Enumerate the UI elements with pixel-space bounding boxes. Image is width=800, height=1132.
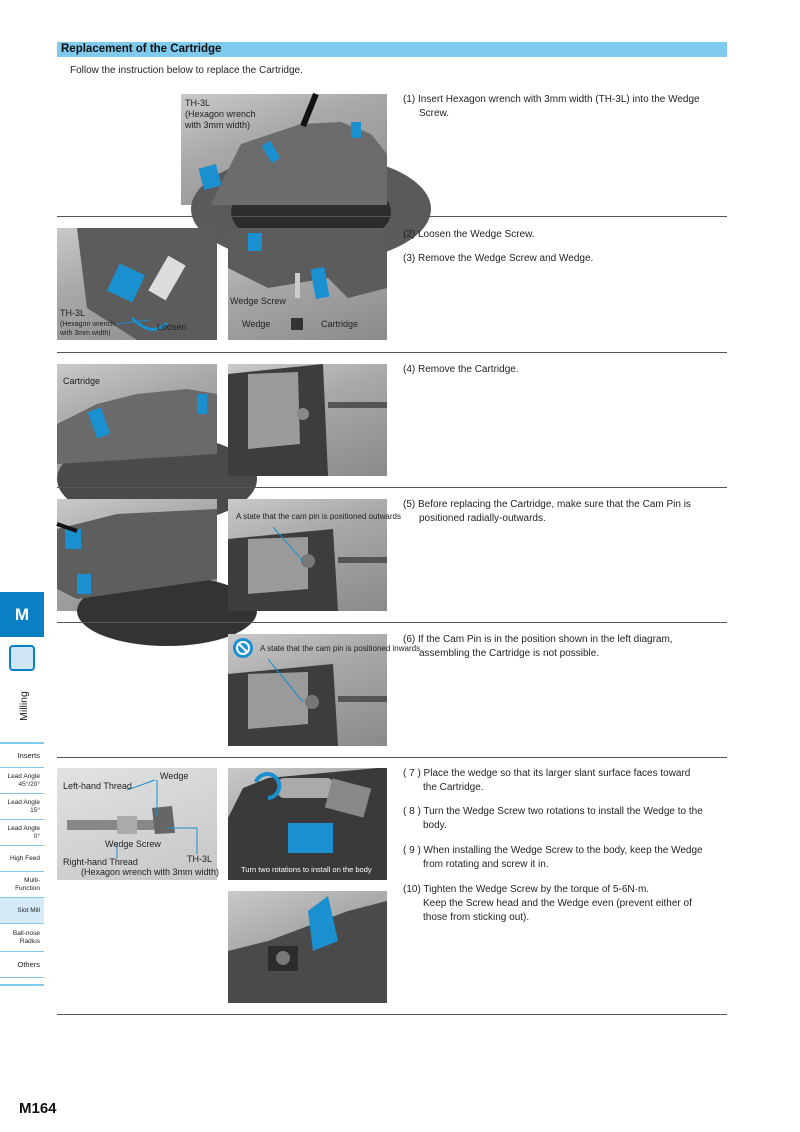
- step-5: [403, 498, 691, 526]
- label-loosen: Loosen: [157, 322, 187, 332]
- photo-cutter-body: [57, 499, 217, 611]
- label-cam-in: A state that the cam pin is positioned inwards: [260, 644, 421, 653]
- photo-cam-in: [228, 634, 421, 746]
- step-8-line-1: ( 8 ) Turn the Wedge Screw two rotations to install the Wedge to the: [403, 806, 703, 817]
- label-th3l-c: TH-3L: [187, 854, 213, 864]
- label-th3l-b: TH-3L: [60, 308, 86, 318]
- photo-installed-wedge: [228, 891, 387, 1003]
- step-6: [403, 633, 673, 661]
- label-left-hand-thread: Left-hand Thread: [63, 781, 132, 791]
- step-1: [403, 93, 700, 121]
- step-10: [403, 883, 692, 925]
- step-1-line-1: (1) Insert Hexagon wrench with 3mm width (TH-3L) into the Wedge: [403, 94, 700, 105]
- sidebar-item-lead-angle-45[interactable]: [0, 768, 44, 794]
- photo-remove-cartridge: [57, 364, 217, 476]
- step-8-line-2: body.: [423, 820, 447, 831]
- sidebar-item-label: Slot Mill: [17, 906, 40, 914]
- label-two-rotations: Turn two rotations to install on the body: [238, 864, 375, 875]
- label-wedge-screw: Wedge Screw: [230, 296, 286, 306]
- sidebar-item-inserts[interactable]: [0, 744, 44, 768]
- sidebar-item-multi-function[interactable]: [0, 872, 44, 898]
- sidebar-item-label: Lead Angle: [7, 824, 40, 832]
- label-wedge-screw-3: Wedge Screw: [105, 839, 161, 849]
- step-9-line-1: ( 9 ) When installing the Wedge Screw to the body, keep the Wedge: [403, 845, 703, 856]
- photo-loosen-screw: [57, 228, 217, 340]
- divider: [57, 622, 727, 623]
- page-number: M164: [19, 1100, 57, 1117]
- step-9-line-2: from rotating and screw it in.: [423, 859, 549, 870]
- step-10-line-1: (10) Tighten the Wedge Screw by the torque of 5-6N·m.: [403, 884, 650, 895]
- divider: [57, 352, 727, 353]
- intro-text: Follow the instruction below to replace the Cartridge.: [70, 65, 303, 76]
- step-5-line-2: positioned radially-outwards.: [419, 513, 546, 524]
- sidebar-item-label: Multi-: [24, 876, 40, 884]
- sidebar-nav: [0, 744, 44, 978]
- label-hex-width: with 3mm width): [185, 120, 251, 130]
- sidebar-item-sublabel: 15°: [30, 806, 40, 814]
- step-7: [403, 767, 690, 795]
- photo-remove-wedge: [228, 228, 387, 340]
- sidebar-item-ball-nose[interactable]: [0, 924, 44, 952]
- step-7-line-1: ( 7 ) Place the wedge so that its larger slant surface faces toward: [403, 768, 691, 779]
- step-10-line-2: Keep the Screw head and the Wedge even (prevent either of: [423, 898, 692, 909]
- label-hex-wrench-b: (Hexagon wrench: [60, 321, 115, 328]
- label-hex-full: (Hexagon wrench with 3mm width): [81, 867, 220, 877]
- step-4: (4) Remove the Cartridge.: [403, 364, 519, 375]
- label-th3l: TH-3L: [185, 98, 211, 108]
- section-label: [13, 686, 33, 728]
- sidebar-item-others[interactable]: [0, 952, 44, 978]
- sidebar-item-slot-mill[interactable]: [0, 898, 44, 924]
- sidebar-item-high-feed[interactable]: [0, 846, 44, 872]
- sidebar-item-label: Inserts: [17, 750, 40, 760]
- step-8: [403, 805, 703, 833]
- sidebar-item-label: Ball-nose: [12, 929, 40, 937]
- label-hex-wrench: (Hexagon wrench: [185, 109, 256, 119]
- section-title: Replacement of the Cartridge: [61, 43, 222, 55]
- photo-cam-out: [228, 499, 401, 611]
- divider: [57, 216, 727, 217]
- sidebar-item-lead-angle-0[interactable]: [0, 820, 44, 846]
- milling-insert-icon: [9, 645, 35, 671]
- step-7-line-2: the Cartridge.: [423, 782, 484, 793]
- step-6-line-1: (6) If the Cam Pin is in the position shown in the left diagram,: [403, 634, 673, 645]
- label-cartridge: Cartridge: [321, 319, 359, 329]
- section-tab-m[interactable]: M: [0, 592, 44, 637]
- photo-cartridge-pocket: [228, 364, 387, 476]
- photo-turn-rotations: [228, 768, 387, 880]
- label-wedge-3: Wedge: [160, 771, 189, 781]
- sidebar-item-sublabel: 0°: [33, 832, 40, 840]
- sidebar-item-label: High Feed: [10, 854, 40, 862]
- sidebar-item-label: Others: [17, 959, 40, 969]
- label-cam-out: A state that the cam pin is positioned outwards: [236, 512, 401, 521]
- sidebar-item-sublabel: Radius: [19, 937, 40, 945]
- label-hex-width-b: with 3mm width): [60, 330, 111, 337]
- step-2: (2) Loosen the Wedge Screw.: [403, 229, 535, 240]
- step-9: [403, 844, 703, 872]
- photo-insert-wrench: [181, 94, 387, 205]
- sidebar-divider: [0, 984, 44, 986]
- label-right-hand-thread: Right-hand Thread: [63, 857, 138, 867]
- step-3: (3) Remove the Wedge Screw and Wedge.: [403, 253, 594, 264]
- sidebar-item-label: Lead Angle: [7, 772, 40, 780]
- sidebar-item-sublabel: Function: [15, 884, 40, 892]
- label-cartridge-2: Cartridge: [63, 376, 101, 386]
- label-wedge: Wedge: [242, 319, 271, 329]
- step-10-line-3: those from sticking out).: [423, 912, 530, 923]
- divider: [57, 1014, 727, 1015]
- sidebar-item-lead-angle-15[interactable]: [0, 794, 44, 820]
- step-1-line-2: Screw.: [419, 108, 450, 119]
- diagram-wedge-screw: [57, 768, 220, 880]
- divider: [57, 487, 727, 488]
- sidebar-item-label: Lead Angle: [7, 798, 40, 806]
- divider: [57, 757, 727, 758]
- step-5-line-1: (5) Before replacing the Cartridge, make sure that the Cam Pin is: [403, 499, 691, 510]
- step-6-line-2: assembling the Cartridge is not possible.: [419, 648, 600, 659]
- sidebar-item-sublabel: 45°/20°: [18, 780, 40, 788]
- section-label-text: Milling: [18, 691, 30, 721]
